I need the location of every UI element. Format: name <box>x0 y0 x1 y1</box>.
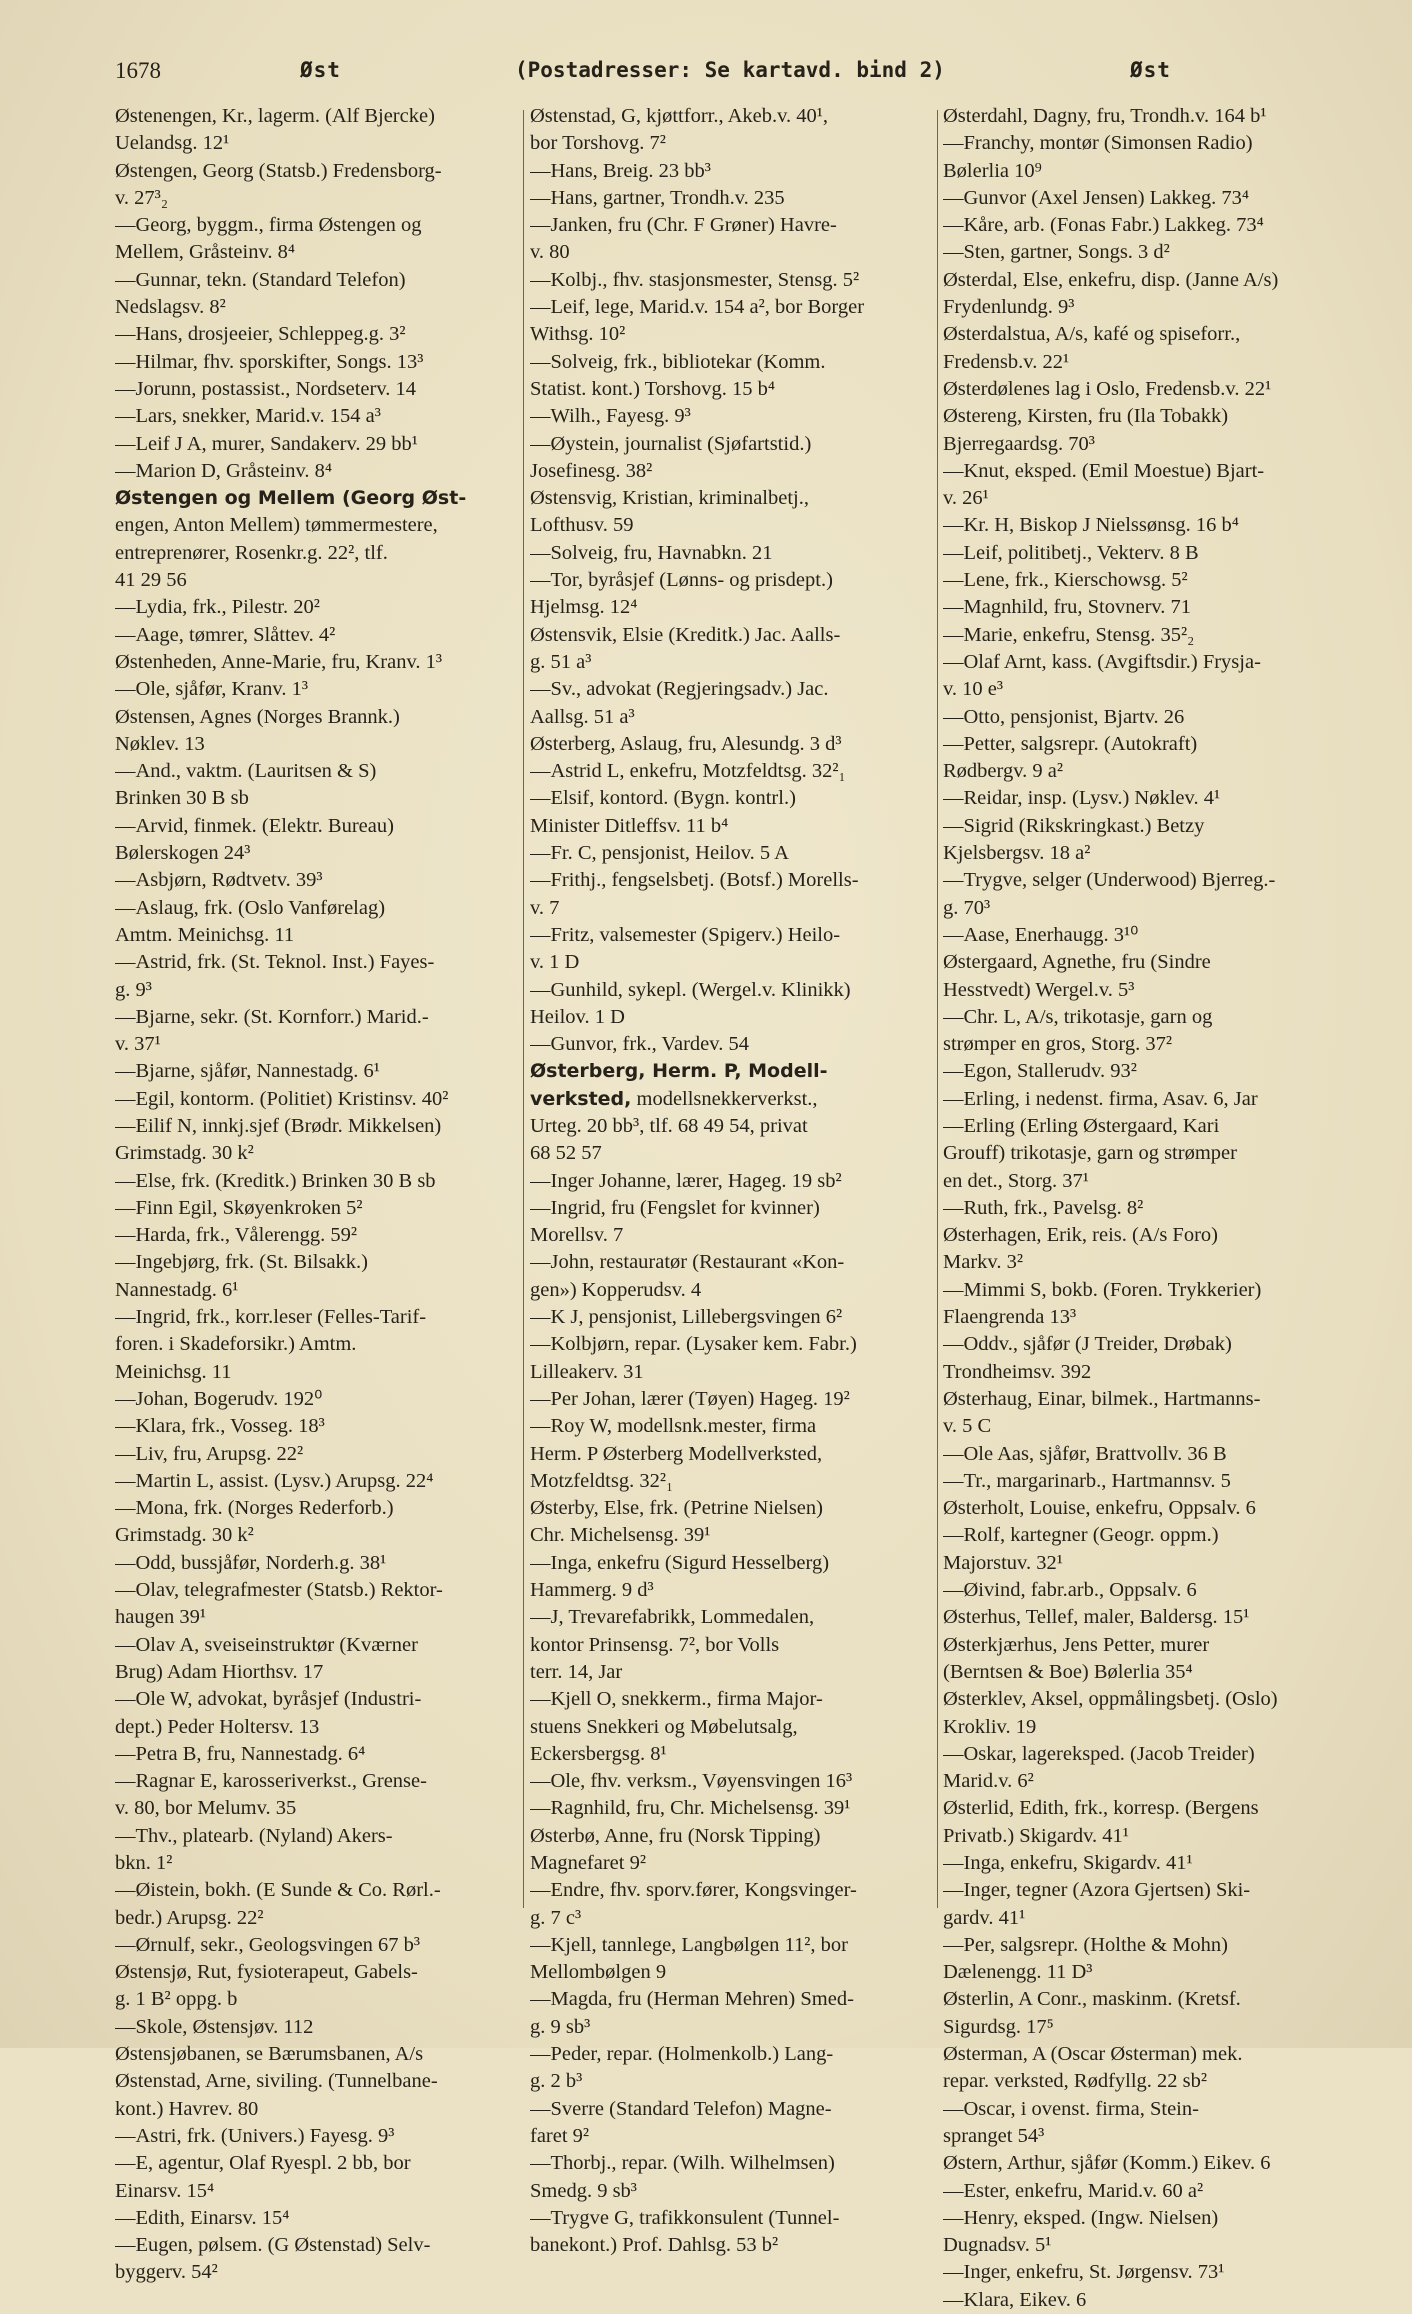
directory-line: —Kolbj., fhv. stasjonsmester, Stensg. 5² <box>530 268 860 291</box>
directory-line: —Eilif N, innkj.sjef (Brødr. Mikkelsen) <box>115 1114 442 1137</box>
directory-line: —Henry, eksped. (Ingw. Nielsen) <box>943 2206 1219 2229</box>
directory-line: v. 27³₂ <box>115 186 168 209</box>
directory-line: —Ole, fhv. verksm., Vøyensvingen 16³ <box>530 1770 853 1793</box>
directory-line: —E, agentur, Olaf Ryespl. 2 bb, bor <box>115 2152 411 2175</box>
directory-line: —Magnhild, fru, Stovnerv. 71 <box>943 596 1192 619</box>
directory-line: Østerkjærhus, Jens Petter, murer <box>943 1633 1210 1656</box>
directory-line: Einarsv. 15⁴ <box>115 2179 215 2202</box>
directory-line: —Astri, frk. (Univers.) Fayesg. 9³ <box>115 2124 395 2147</box>
directory-line: —Kolbjørn, repar. (Lysaker kem. Fabr.) <box>530 1333 857 1356</box>
directory-line: g. 7 c³ <box>530 1906 582 1929</box>
directory-line: g. 2 b³ <box>530 2070 583 2093</box>
directory-line: repar. verksted, Rødfyllg. 22 sb² <box>943 2070 1208 2093</box>
directory-line: —Hans, drosjeeier, Schleppeg.g. 3² <box>115 323 406 346</box>
directory-line: Lofthusv. 59 <box>530 514 634 537</box>
directory-line: Østensvik, Elsie (Kreditk.) Jac. Aalls- <box>530 623 841 646</box>
directory-line: bedr.) Arupsg. 22² <box>115 1906 264 1929</box>
directory-line: —Aase, Enerhaugg. 3¹⁰ <box>943 923 1139 946</box>
directory-line: —Mimmi S, bokb. (Foren. Trykkerier) <box>943 1278 1262 1301</box>
directory-line: faret 9² <box>530 2124 590 2147</box>
directory-line: —Inga, enkefru (Sigurd Hesselberg) <box>530 1551 830 1574</box>
directory-line: gen») Kopperudsv. 4 <box>530 1278 702 1301</box>
header-postal-note: (Postadresser: Se kartavd. bind 2) <box>515 58 945 82</box>
directory-line: —Finn Egil, Skøyenkroken 5² <box>115 1196 363 1219</box>
directory-line: Nedslagsv. 8² <box>115 296 226 319</box>
directory-line: —Eugen, pølsem. (G Østenstad) Selv- <box>115 2234 431 2257</box>
directory-line: Chr. Michelsensg. 39¹ <box>530 1524 711 1547</box>
directory-line: —Solveig, fru, Havnabkn. 21 <box>530 541 773 564</box>
directory-line: —Ragnhild, fru, Chr. Michelsensg. 39¹ <box>530 1797 851 1820</box>
directory-line: bor Torshovg. 7² <box>530 132 666 155</box>
directory-line: kont.) Havrev. 80 <box>115 2097 259 2120</box>
directory-line: —Gunnar, tekn. (Standard Telefon) <box>115 268 406 291</box>
directory-line: Brinken 30 B sb <box>115 787 249 810</box>
directory-line: Østereng, Kirsten, fru (Ila Tobakk) <box>943 405 1229 428</box>
directory-line: —Ingrid, frk., korr.leser (Felles-Tarif- <box>115 1306 427 1329</box>
directory-line: —Ørnulf, sekr., Geologsvingen 67 b³ <box>115 1933 421 1956</box>
directory-line: byggerv. 54² <box>115 2261 218 2284</box>
directory-line: —Sv., advokat (Regjeringsadv.) Jac. <box>530 678 829 701</box>
directory-line: —Jorunn, postassist., Nordseterv. 14 <box>115 377 417 400</box>
directory-line: —Aslaug, frk. (Oslo Vanførelag) <box>115 896 386 919</box>
directory-line: haugen 39¹ <box>115 1606 206 1629</box>
directory-line: Minister Ditleffsv. 11 b⁴ <box>530 814 729 837</box>
directory-line: Østenengen, Kr., lagerm. (Alf Bjercke) <box>115 105 435 127</box>
directory-line: Josefinesg. 38² <box>530 459 653 482</box>
directory-line: foren. i Skadeforsikr.) Amtm. <box>115 1333 357 1356</box>
directory-line: en det., Storg. 37¹ <box>943 1169 1089 1192</box>
directory-line: Østensjø, Rut, fysioterapeut, Gabels- <box>115 1961 418 1984</box>
directory-line: —Ragnar E, karosseriverkst., Grense- <box>115 1770 427 1793</box>
directory-line: —Klara, frk., Vosseg. 18³ <box>115 1415 325 1438</box>
directory-line: —Trygve G, trafikkonsulent (Tunnel- <box>530 2206 840 2229</box>
directory-line: —Erling, i nedenst. firma, Asav. 6, Jar <box>943 1087 1258 1110</box>
directory-line: engen, Anton Mellem) tømmermestere, <box>115 514 438 537</box>
directory-line: (Berntsen & Boe) Bølerlia 35⁴ <box>943 1660 1193 1683</box>
directory-line: —Janken, fru (Chr. F Grøner) Havre- <box>530 214 837 237</box>
directory-line: g. 70³ <box>943 896 991 919</box>
directory-column-1 <box>115 103 518 2287</box>
directory-line: —Kåre, arb. (Fonas Fabr.) Lakkeg. 73⁴ <box>943 214 1264 237</box>
directory-line: v. 5 C <box>943 1415 992 1438</box>
directory-line: Markv. 3² <box>943 1251 1023 1274</box>
directory-line: Østerhagen, Erik, reis. (A/s Foro) <box>943 1224 1218 1247</box>
directory-line: v. 10 e³ <box>943 678 1004 701</box>
directory-line: Dugnadsv. 5¹ <box>943 2234 1052 2257</box>
directory-line: —Olav, telegrafmester (Statsb.) Rektor- <box>115 1579 443 1602</box>
directory-line: Østerklev, Aksel, oppmålingsbetj. (Oslo) <box>943 1688 1278 1711</box>
directory-column-2 <box>530 103 933 2259</box>
directory-line: —Asbjørn, Rødtvetv. 39³ <box>115 869 323 892</box>
directory-line: Bølerskogen 24³ <box>115 842 251 865</box>
directory-line: stuens Snekkeri og Møbelutsalg, <box>530 1715 798 1738</box>
directory-line: Sigurdsg. 17⁵ <box>943 2015 1054 2038</box>
directory-line: Østensvig, Kristian, kriminalbetj., <box>530 487 809 510</box>
directory-line: banekont.) Prof. Dahlsg. 53 b² <box>530 2234 779 2257</box>
directory-line: —Astrid L, enkefru, Motzfeldtsg. 32²₁ <box>530 760 846 783</box>
directory-line: —Wilh., Fayesg. 9³ <box>530 405 691 428</box>
directory-line: —Otto, pensjonist, Bjartv. 26 <box>943 705 1185 728</box>
directory-line: —Georg, byggm., firma Østengen og <box>115 214 422 237</box>
directory-line: —John, restauratør (Restaurant «Kon- <box>530 1251 845 1274</box>
directory-line: Hesstvedt) Wergel.v. 5³ <box>943 978 1135 1001</box>
directory-line: Nannestadg. 6¹ <box>115 1278 239 1301</box>
directory-line: —Olaf Arnt, kass. (Avgiftsdir.) Frysja- <box>943 650 1261 673</box>
directory-line: —Fritz, valsemester (Spigerv.) Heilo- <box>530 923 841 946</box>
directory-line: —Øivind, fabr.arb., Oppsalv. 6 <box>943 1579 1197 1602</box>
directory-line: —Tor, byråsjef (Lønns- og prisdept.) <box>530 569 833 592</box>
directory-line: Hammerg. 9 d³ <box>530 1579 654 1602</box>
directory-line: —Oscar, i ovenst. firma, Stein- <box>943 2097 1199 2120</box>
directory-line: —Petra B, fru, Nannestadg. 6⁴ <box>115 1742 366 1765</box>
directory-line: strømper en gros, Storg. 37² <box>943 1033 1172 1056</box>
directory-line: Privatb.) Skigardv. 41¹ <box>943 1824 1129 1847</box>
directory-line: —Martin L, assist. (Lysv.) Arupsg. 22⁴ <box>115 1469 434 1492</box>
directory-line: Østenstad, Arne, siviling. (Tunnelbane- <box>115 2070 438 2093</box>
directory-line: Flaengrenda 13³ <box>943 1306 1077 1329</box>
directory-line: Brug) Adam Hiorthsv. 17 <box>115 1660 324 1683</box>
directory-line: entreprenører, Rosenkr.g. 22², tlf. <box>115 541 388 564</box>
directory-line: —Franchy, montør (Simonsen Radio) <box>943 132 1253 155</box>
directory-line: —Marion D, Gråsteinv. 8⁴ <box>115 459 333 482</box>
column-divider <box>523 110 524 1908</box>
directory-line: —K J, pensjonist, Lillebergsvingen 6² <box>530 1306 843 1329</box>
directory-line: —Inger Johanne, lærer, Hageg. 19 sb² <box>530 1169 842 1192</box>
directory-line: 41 29 56 <box>115 569 187 592</box>
directory-line: Grouff) trikotasje, garn og strømper <box>943 1142 1237 1165</box>
directory-line: Grimstadg. 30 k² <box>115 1524 254 1547</box>
directory-line: —Odd, bussjåfør, Norderh.g. 38¹ <box>115 1551 387 1574</box>
directory-line: —Rolf, kartegner (Geogr. oppm.) <box>943 1524 1219 1547</box>
directory-line: Meinichsg. 11 <box>115 1360 232 1383</box>
directory-line: Rødbergv. 9 a² <box>943 760 1064 783</box>
directory-line: Østerlin, A Conr., maskinm. (Kretsf. <box>943 1988 1241 2011</box>
directory-line: Krokliv. 19 <box>943 1715 1037 1738</box>
directory-line: Trondheimsv. 392 <box>943 1360 1092 1383</box>
directory-line: Østerberg, Aslaug, fru, Alesundg. 3 d³ <box>530 732 842 755</box>
directory-line: —Roy W, modellsnk.mester, firma <box>530 1415 817 1438</box>
directory-line: —Else, frk. (Kreditk.) Brinken 30 B sb <box>115 1169 436 1192</box>
directory-line: —Hans, gartner, Trondh.v. 235 <box>530 186 785 209</box>
directory-line: —Knut, eksped. (Emil Moestue) Bjart- <box>943 459 1265 482</box>
directory-line: v. 37¹ <box>115 1033 161 1056</box>
directory-line: terr. 14, Jar <box>530 1660 623 1683</box>
directory-line: —Fr. C, pensjonist, Heilov. 5 A <box>530 842 789 865</box>
directory-line: —Lene, frk., Kierschowsg. 5² <box>943 569 1188 592</box>
directory-line: —Øystein, journalist (Sjøfartstid.) <box>530 432 812 455</box>
directory-line: —Endre, fhv. sporv.fører, Kongsvinger- <box>530 1879 857 1902</box>
directory-line: dept.) Peder Holtersv. 13 <box>115 1715 320 1738</box>
directory-line: Majorstuv. 32¹ <box>943 1551 1063 1574</box>
directory-line: —Thorbj., repar. (Wilh. Wilhelmsen) <box>530 2152 835 2175</box>
directory-line: —Hans, Breig. 23 bb³ <box>530 159 711 182</box>
directory-column-3 <box>943 103 1346 2314</box>
directory-line: Bølerlia 10⁹ <box>943 159 1042 182</box>
directory-line: —Aage, tømrer, Slåttev. 4² <box>115 623 336 646</box>
directory-line: —Liv, fru, Arupsg. 22² <box>115 1442 304 1465</box>
directory-line: g. 9 sb³ <box>530 2015 591 2038</box>
directory-line: Mellombølgen 9 <box>530 1961 667 1984</box>
directory-line: Østergaard, Agnethe, fru (Sindre <box>943 951 1211 974</box>
directory-line: —Astrid, frk. (St. Teknol. Inst.) Fayes- <box>115 951 435 974</box>
directory-line: Morellsv. 7 <box>530 1224 624 1247</box>
directory-line: —Ole W, advokat, byråsjef (Industri- <box>115 1688 422 1711</box>
directory-line: —Egon, Stallerudv. 93² <box>943 1060 1137 1083</box>
directory-line: spranget 54³ <box>943 2124 1045 2147</box>
directory-line: bkn. 1² <box>115 1852 173 1874</box>
directory-line: Aallsg. 51 a³ <box>530 705 635 728</box>
directory-line: verksted, modellsnekkerverkst., <box>530 1087 818 1110</box>
directory-line: Østenstad, G, kjøttforr., Akeb.v. 40¹, <box>530 105 829 127</box>
directory-line: Withsg. 10² <box>530 323 626 346</box>
directory-line: Grimstadg. 30 k² <box>115 1142 254 1165</box>
directory-line: Østerholt, Louise, enkefru, Oppsalv. 6 <box>943 1497 1256 1520</box>
directory-line: Østensen, Agnes (Norges Brannk.) <box>115 705 400 728</box>
directory-line: —Kjell O, snekkerm., firma Major- <box>530 1688 823 1711</box>
directory-line: —Lars, snekker, Marid.v. 154 a³ <box>115 405 381 428</box>
directory-line: —Sten, gartner, Songs. 3 d² <box>943 241 1170 264</box>
directory-line: —Ole, sjåfør, Kranv. 1³ <box>115 678 308 701</box>
directory-line: —Oddv., sjåfør (J Treider, Drøbak) <box>943 1333 1232 1356</box>
directory-line: —Sverre (Standard Telefon) Magne- <box>530 2097 832 2120</box>
directory-line: —Inga, enkefru, Skigardv. 41¹ <box>943 1852 1193 1874</box>
directory-line: g. 9³ <box>115 978 152 1001</box>
directory-line: —Petter, salgsrepr. (Autokraft) <box>943 732 1198 755</box>
directory-line: Østensjøbanen, se Bærumsbanen, A/s <box>115 2043 424 2066</box>
directory-line: —Leif, politibetj., Vekterv. 8 B <box>943 541 1199 564</box>
directory-line: Østerhus, Tellef, maler, Baldersg. 15¹ <box>943 1606 1250 1629</box>
directory-line: —Arvid, finmek. (Elektr. Bureau) <box>115 814 394 837</box>
directory-line: —Marie, enkefru, Stensg. 35²₂ <box>943 623 1195 646</box>
directory-line: Østerdahl, Dagny, fru, Trondh.v. 164 b¹ <box>943 105 1267 127</box>
directory-line: —Lydia, frk., Pilestr. 20² <box>115 596 320 619</box>
directory-line: gardv. 41¹ <box>943 1906 1026 1929</box>
directory-line: Østerdølenes lag i Oslo, Fredensb.v. 22¹ <box>943 377 1272 400</box>
directory-line: Østerdal, Else, enkefru, disp. (Janne A/s) <box>943 268 1279 291</box>
directory-line: Bjerregaardsg. 70³ <box>943 432 1095 455</box>
directory-line: —Peder, repar. (Holmenkolb.) Lang- <box>530 2043 834 2066</box>
directory-line: Statist. kont.) Torshovg. 15 b⁴ <box>530 377 776 400</box>
directory-line: —Olav A, sveiseinstruktør (Kværner <box>115 1633 418 1656</box>
directory-line: —Mona, frk. (Norges Rederforb.) <box>115 1497 394 1520</box>
directory-line: —Kjell, tannlege, Langbølgen 11², bor <box>530 1933 848 1956</box>
directory-line: v. 80 <box>530 241 570 264</box>
directory-line: —Oskar, lagereksped. (Jacob Treider) <box>943 1742 1255 1765</box>
directory-line: —Reidar, insp. (Lysv.) Nøklev. 4¹ <box>943 787 1221 810</box>
directory-line: —Per, salgsrepr. (Holthe & Mohn) <box>943 1933 1228 1956</box>
directory-line: Fredensb.v. 22¹ <box>943 350 1070 373</box>
directory-line: g. 1 B² oppg. b <box>115 1988 238 2011</box>
directory-line: —Ester, enkefru, Marid.v. 60 a² <box>943 2179 1204 2202</box>
directory-line: Østenheden, Anne-Marie, fru, Kranv. 1³ <box>115 650 443 673</box>
directory-line: Mellem, Gråsteinv. 8⁴ <box>115 241 296 264</box>
directory-line: Amtm. Meinichsg. 11 <box>115 923 295 946</box>
directory-line: Uelandsg. 12¹ <box>115 132 230 155</box>
page-header <box>115 58 1295 92</box>
directory-line: —Thv., platearb. (Nyland) Akers- <box>115 1824 393 1847</box>
directory-line: Heilov. 1 D <box>530 1005 625 1028</box>
directory-line: —Chr. L, A/s, trikotasje, garn og <box>943 1005 1213 1028</box>
directory-line: Magnefaret 9² <box>530 1852 646 1874</box>
directory-line: Østerman, A (Oscar Østerman) mek. <box>943 2043 1243 2066</box>
directory-line: Dælenengg. 11 D³ <box>943 1961 1093 1984</box>
directory-line: —Klara, Eikev. 6 <box>943 2288 1087 2311</box>
directory-line: —Edith, Einarsv. 15⁴ <box>115 2206 290 2229</box>
directory-line: Motzfeldtsg. 32²₁ <box>530 1469 674 1492</box>
directory-line: —Tr., margarinarb., Hartmannsv. 5 <box>943 1469 1231 1492</box>
directory-line: —Ingebjørg, frk. (St. Bilsakk.) <box>115 1251 368 1274</box>
directory-line: Østern, Arthur, sjåfør (Komm.) Eikev. 6 <box>943 2152 1271 2175</box>
directory-line: 68 52 57 <box>530 1142 602 1165</box>
directory-line: v. 80, bor Melumv. 35 <box>115 1797 297 1820</box>
directory-line: Østerlid, Edith, frk., korresp. (Bergens <box>943 1797 1259 1820</box>
directory-line: —Inger, tegner (Azora Gjertsen) Ski- <box>943 1879 1251 1902</box>
directory-line: —Leif, lege, Marid.v. 154 a², bor Borger <box>530 296 865 319</box>
directory-line: —Elsif, kontord. (Bygn. kontrl.) <box>530 787 796 810</box>
directory-line: Nøklev. 13 <box>115 732 205 755</box>
directory-line: v. 26¹ <box>943 487 989 510</box>
directory-line: —Skole, Østensjøv. 112 <box>115 2015 314 2038</box>
directory-line: —Egil, kontorm. (Politiet) Kristinsv. 40² <box>115 1087 449 1110</box>
directory-line: —J, Trevarefabrikk, Lommedalen, <box>530 1606 815 1629</box>
directory-line: Lilleakerv. 31 <box>530 1360 644 1383</box>
directory-line: Urteg. 20 bb³, tlf. 68 49 54, privat <box>530 1114 808 1137</box>
directory-line: kontor Prinsensg. 7², bor Volls <box>530 1633 780 1656</box>
directory-line: Østerbø, Anne, fru (Norsk Tipping) <box>530 1824 821 1847</box>
directory-line: —Bjarne, sjåfør, Nannestadg. 6¹ <box>115 1060 380 1083</box>
directory-line: Østerberg, Herm. P, Modell- <box>530 1060 828 1083</box>
directory-line: Marid.v. 6² <box>943 1770 1034 1793</box>
directory-line: g. 51 a³ <box>530 650 592 673</box>
directory-line: —Ole Aas, sjåfør, Brattvollv. 36 B <box>943 1442 1227 1465</box>
directory-line: Frydenlundg. 9³ <box>943 296 1075 319</box>
directory-line: Østengen, Georg (Statsb.) Fredensborg- <box>115 159 442 182</box>
directory-line: Smedg. 9 sb³ <box>530 2179 637 2202</box>
page-number: 1678 <box>115 58 161 83</box>
directory-line: —Ingrid, fru (Fengslet for kvinner) <box>530 1196 820 1219</box>
directory-line: —Øistein, bokh. (E Sunde & Co. Rørl.- <box>115 1879 441 1902</box>
directory-line: —Erling (Erling Østergaard, Kari <box>943 1114 1220 1137</box>
directory-line: —Kr. H, Biskop J Nielssønsg. 16 b⁴ <box>943 514 1239 537</box>
directory-line: —Hilmar, fhv. sporskifter, Songs. 13³ <box>115 350 424 373</box>
directory-line: Østengen og Mellem (Georg Øst- <box>115 487 467 510</box>
directory-line: v. 1 D <box>530 951 580 974</box>
directory-line: Østerhaug, Einar, bilmek., Hartmanns- <box>943 1387 1261 1410</box>
directory-line: —Gunvor (Axel Jensen) Lakkeg. 73⁴ <box>943 186 1250 209</box>
directory-line: Herm. P Østerberg Modellverksted, <box>530 1442 823 1465</box>
column-divider <box>937 110 938 1908</box>
directory-line: —Solveig, frk., bibliotekar (Komm. <box>530 350 826 373</box>
directory-line: —Ruth, frk., Pavelsg. 8² <box>943 1196 1144 1219</box>
directory-line: —Leif J A, murer, Sandakerv. 29 bb¹ <box>115 432 418 455</box>
directory-line: v. 7 <box>530 896 560 919</box>
directory-line: —Inger, enkefru, St. Jørgensv. 73¹ <box>943 2261 1225 2284</box>
directory-line: —And., vaktm. (Lauritsen & S) <box>115 760 377 783</box>
directory-line: —Per Johan, lærer (Tøyen) Hageg. 19² <box>530 1387 850 1410</box>
directory-line: —Sigrid (Rikskringkast.) Betzy <box>943 814 1205 837</box>
directory-line: —Trygve, selger (Underwood) Bjerreg.- <box>943 869 1276 892</box>
directory-line: —Bjarne, sekr. (St. Kornforr.) Marid.- <box>115 1005 429 1028</box>
directory-line: Østerby, Else, frk. (Petrine Nielsen) <box>530 1497 823 1520</box>
directory-line: —Frithj., fengselsbetj. (Botsf.) Morells- <box>530 869 859 892</box>
directory-line: Østerdalstua, A/s, kafé og spiseforr., <box>943 323 1241 346</box>
directory-line: —Johan, Bogerudv. 192⁰ <box>115 1387 323 1410</box>
directory-line: Kjelsbergsv. 18 a² <box>943 842 1091 865</box>
header-right-word: Øst <box>1130 58 1171 82</box>
header-left-word: Øst <box>300 58 341 82</box>
directory-line: —Gunvor, frk., Vardev. 54 <box>530 1033 749 1056</box>
directory-line: —Magda, fru (Herman Mehren) Smed- <box>530 1988 854 2011</box>
directory-line: Hjelmsg. 12⁴ <box>530 596 638 619</box>
directory-line: —Harda, frk., Vålerengg. 59² <box>115 1224 358 1247</box>
directory-line: Eckersbergsg. 8¹ <box>530 1742 667 1765</box>
directory-line: —Gunhild, sykepl. (Wergel.v. Klinikk) <box>530 978 851 1001</box>
